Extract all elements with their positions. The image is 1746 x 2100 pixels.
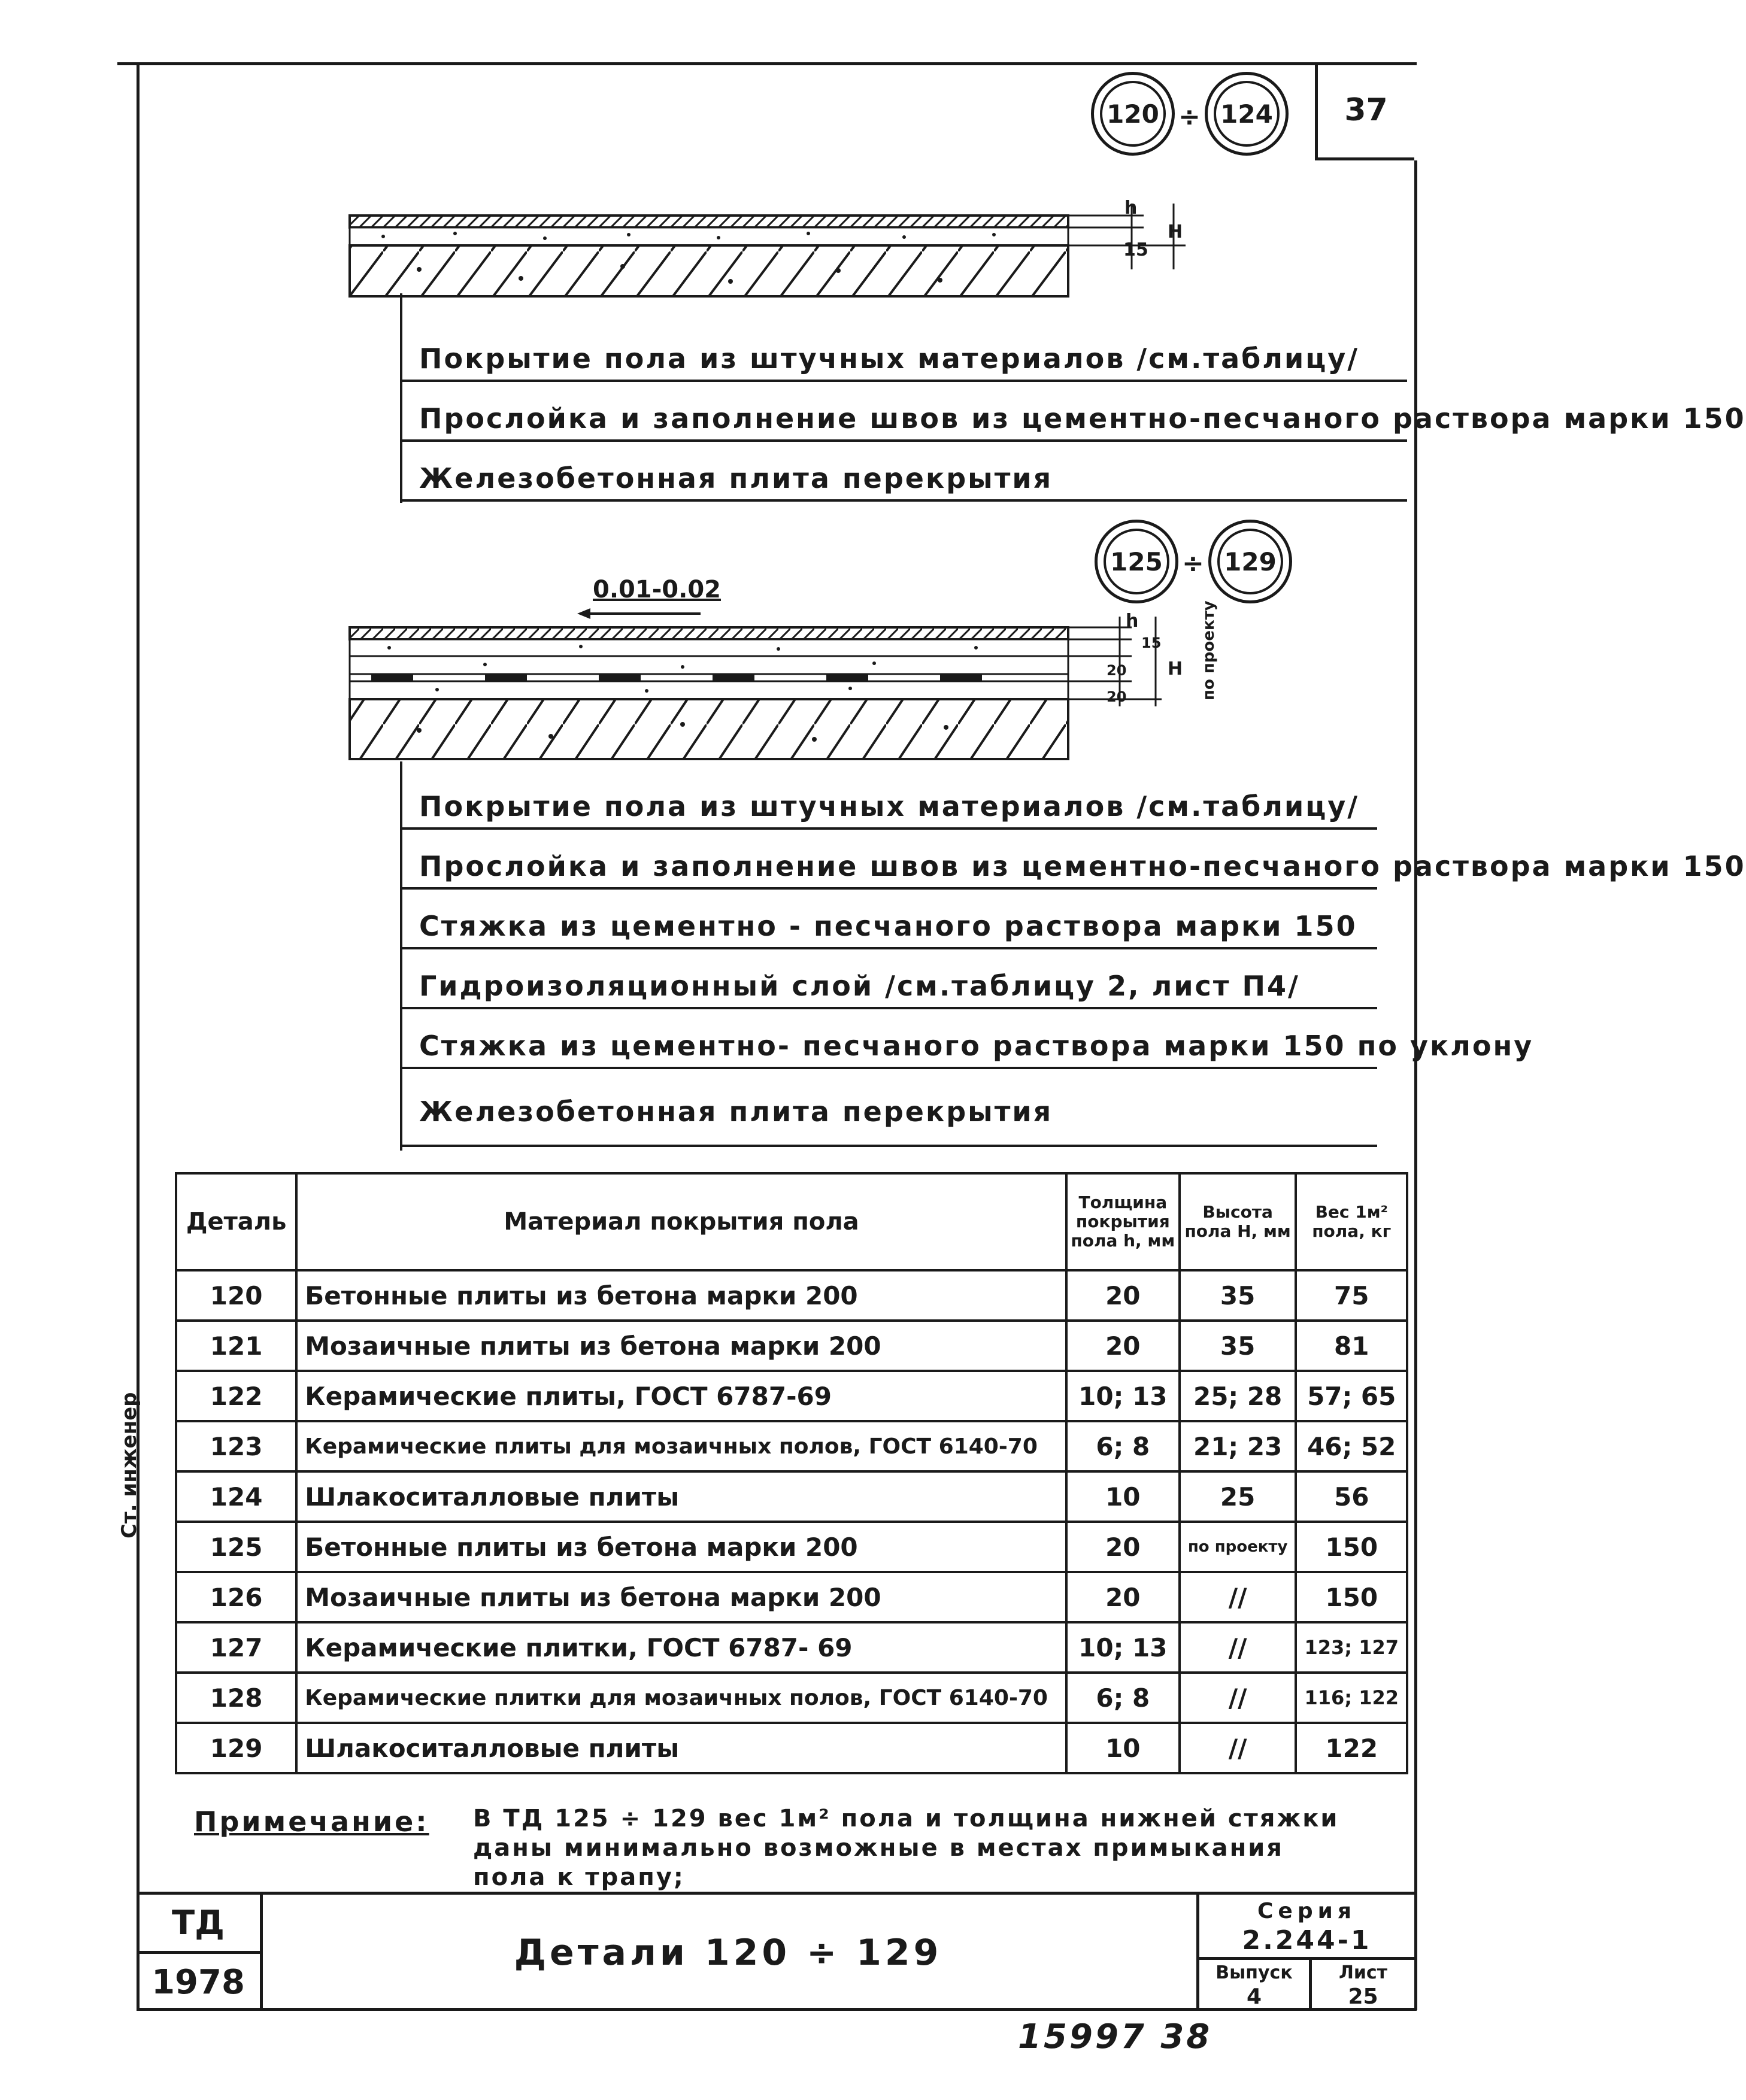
cell-weight: 56 — [1296, 1471, 1407, 1522]
cell-weight: 123; 127 — [1296, 1622, 1407, 1673]
layer-underline — [400, 1145, 1377, 1147]
layer-label: Железобетонная плита перекрытия — [419, 462, 1053, 494]
layer-label: Стяжка из цементно - песчаного раствора марки 150 — [419, 910, 1357, 942]
cell-height: 25; 28 — [1180, 1371, 1296, 1421]
layer-underline — [400, 947, 1377, 949]
table-row — [176, 1673, 1407, 1723]
section-drawing — [347, 617, 1210, 772]
cell-material: Шлакоситалловые плиты — [296, 1471, 1066, 1522]
detail-circle-124 — [1205, 72, 1289, 156]
dim-H-label: H — [1168, 221, 1183, 242]
cell-detail: 122 — [176, 1371, 296, 1421]
table-row — [176, 1723, 1407, 1773]
table-row — [176, 1321, 1407, 1371]
cell-height: // — [1180, 1572, 1296, 1622]
layer-label: Стяжка из цементно- песчаного раствора марки 150 по уклону — [419, 1030, 1534, 1062]
footer-number: 15997 38 — [1018, 2017, 1212, 2056]
header-material: Материал покрытия пола — [296, 1173, 1066, 1270]
detail-circle-label: 129 — [1217, 529, 1283, 594]
layer-underline — [400, 887, 1377, 890]
cell-material: Керамические плиты для мозаичных полов, ГОСТ 6140-70 — [296, 1421, 1066, 1471]
cell-material: Бетонные плиты из бетона марки 200 — [296, 1270, 1066, 1321]
frame-top-border — [117, 62, 1417, 65]
cell-detail: 123 — [176, 1421, 296, 1471]
cell-weight: 46; 52 — [1296, 1421, 1407, 1471]
table-row — [176, 1270, 1407, 1321]
title-block — [137, 1892, 1414, 2011]
header-thickness: Толщина покрытия пола h, мм — [1066, 1173, 1180, 1270]
detail-circle-120 — [1091, 72, 1175, 156]
cell-thickness: 6; 8 — [1066, 1421, 1180, 1471]
cell-weight: 81 — [1296, 1321, 1407, 1371]
cell-thickness: 6; 8 — [1066, 1673, 1180, 1723]
frame-left-border — [137, 65, 140, 2010]
cell-weight: 116; 122 — [1296, 1673, 1407, 1723]
leader-line — [400, 293, 402, 503]
table-row — [176, 1572, 1407, 1622]
cell-thickness: 20 — [1066, 1572, 1180, 1622]
dim-h-label: h — [1126, 611, 1139, 632]
detail-circle-label: 125 — [1104, 529, 1169, 594]
cell-material: Мозаичные плиты из бетона марки 200 — [296, 1321, 1066, 1371]
cell-weight: 75 — [1296, 1270, 1407, 1321]
table-header-row — [176, 1173, 1407, 1270]
floor-section-diagram-2 — [347, 617, 1210, 775]
sheet-label: Лист — [1338, 1962, 1388, 1983]
cell-detail: 120 — [176, 1270, 296, 1321]
cell-weight: 150 — [1296, 1522, 1407, 1572]
cell-detail: 121 — [176, 1321, 296, 1371]
table-row — [176, 1471, 1407, 1522]
layer-label: Покрытие пола из штучных материалов /см.таблицу/ — [419, 790, 1360, 823]
cell-thickness: 20 — [1066, 1522, 1180, 1572]
header-height: Высота пола H, мм — [1180, 1173, 1296, 1270]
cell-thickness: 20 — [1066, 1321, 1180, 1371]
cell-thickness: 10 — [1066, 1723, 1180, 1773]
dim-thickness-label: 20 — [1107, 662, 1127, 679]
cell-height: 35 — [1180, 1321, 1296, 1371]
cell-height: // — [1180, 1622, 1296, 1673]
floor-section-diagram-1 — [347, 204, 1210, 326]
series-value: 2.244-1 — [1242, 1925, 1372, 1956]
detail-circle-label: 124 — [1214, 81, 1280, 147]
note-line: даны минимально возможные в местах примыкания — [473, 1834, 1284, 1862]
cell-detail: 126 — [176, 1572, 296, 1622]
cell-weight: 150 — [1296, 1572, 1407, 1622]
series-label: Серия — [1257, 1898, 1356, 1923]
detail-circle-129 — [1208, 520, 1292, 603]
sheet-value: 25 — [1348, 1984, 1378, 2009]
cell-material: Мозаичные плиты из бетона марки 200 — [296, 1572, 1066, 1622]
note-line: пола к трапу; — [473, 1863, 685, 1891]
note-text — [473, 1804, 1339, 1892]
cell-material: Шлакоситалловые плиты — [296, 1723, 1066, 1773]
cell-height: по проекту — [1180, 1522, 1296, 1572]
cell-height: 21; 23 — [1180, 1421, 1296, 1471]
range-sign: ÷ — [1178, 102, 1201, 132]
note-label: Примечание: — [194, 1805, 429, 1838]
slope-label: 0.01-0.02 — [593, 576, 721, 603]
header-detail: Деталь — [176, 1173, 296, 1270]
title-block-divider — [1196, 1957, 1414, 1960]
cell-detail: 124 — [176, 1471, 296, 1522]
layer-underline — [400, 827, 1377, 830]
cell-material: Керамические плиты, ГОСТ 6787-69 — [296, 1371, 1066, 1421]
layer-underline — [400, 439, 1407, 442]
cell-thickness: 10; 13 — [1066, 1371, 1180, 1421]
section-drawing — [347, 204, 1210, 323]
side-stamp: Ст. инженер — [117, 1392, 141, 1538]
dim-h-label: h — [1124, 198, 1138, 219]
dim-thickness-label: 15 — [1141, 635, 1162, 651]
cell-material: Керамические плитки для мозаичных полов, ГОСТ 6140-70 — [296, 1673, 1066, 1723]
range-sign: ÷ — [1182, 548, 1204, 579]
issue-label: Выпуск — [1215, 1962, 1293, 1983]
layer-label: Гидроизоляционный слой /см.таблицу 2, лист П4/ — [419, 970, 1300, 1002]
leader-line — [400, 761, 402, 1151]
issue-value: 4 — [1246, 1984, 1262, 2009]
dim-thickness-label: 20 — [1107, 688, 1127, 705]
title-block-title: Детали 120 ÷ 129 — [514, 1932, 942, 1974]
cell-height: // — [1180, 1723, 1296, 1773]
table-row — [176, 1522, 1407, 1572]
cell-thickness: 10 — [1066, 1471, 1180, 1522]
cell-detail: 127 — [176, 1622, 296, 1673]
layer-underline — [400, 499, 1407, 502]
dim-by-project-label: по проекту — [1200, 600, 1218, 700]
layer-label: Покрытие пола из штучных материалов /см.таблицу/ — [419, 342, 1360, 375]
cell-thickness: 10; 13 — [1066, 1622, 1180, 1673]
cell-material: Бетонные плиты из бетона марки 200 — [296, 1522, 1066, 1572]
layer-label: Железобетонная плита перекрытия — [419, 1095, 1053, 1128]
dim-thickness-label: 15 — [1123, 239, 1148, 260]
dim-H-label: H — [1168, 658, 1183, 679]
title-block-year: 1978 — [151, 1962, 245, 2002]
frame-right-border — [1414, 160, 1417, 2010]
cell-height: 35 — [1180, 1270, 1296, 1321]
cell-detail: 128 — [176, 1673, 296, 1723]
layer-underline — [400, 1067, 1377, 1069]
cell-thickness: 20 — [1066, 1270, 1180, 1321]
note-line: В ТД 125 ÷ 129 вес 1м² пола и толщина нижней стяжки — [473, 1805, 1339, 1832]
cell-detail: 129 — [176, 1723, 296, 1773]
cell-weight: 122 — [1296, 1723, 1407, 1773]
detail-circle-label: 120 — [1100, 81, 1166, 147]
cell-height: 25 — [1180, 1471, 1296, 1522]
detail-circle-125 — [1095, 520, 1178, 603]
cell-weight: 57; 65 — [1296, 1371, 1407, 1421]
table-row — [176, 1371, 1407, 1421]
layer-underline — [400, 380, 1407, 382]
layer-label: Прослойка и заполнение швов из цементно-песчаного раствора марки 150 — [419, 850, 1746, 882]
cell-material: Керамические плитки, ГОСТ 6787- 69 — [296, 1622, 1066, 1673]
cell-detail: 125 — [176, 1522, 296, 1572]
materials-table — [175, 1172, 1408, 1774]
layer-label: Прослойка и заполнение швов из цементно-песчаного раствора марки 150 — [419, 402, 1746, 435]
table-row — [176, 1421, 1407, 1471]
layer-underline — [400, 1007, 1377, 1009]
sheet-number: 37 — [1315, 62, 1414, 160]
title-block-code: ТД — [171, 1903, 225, 1943]
cell-height: // — [1180, 1673, 1296, 1723]
table-row — [176, 1622, 1407, 1673]
header-weight: Вес 1м² пола, кг — [1296, 1173, 1407, 1270]
